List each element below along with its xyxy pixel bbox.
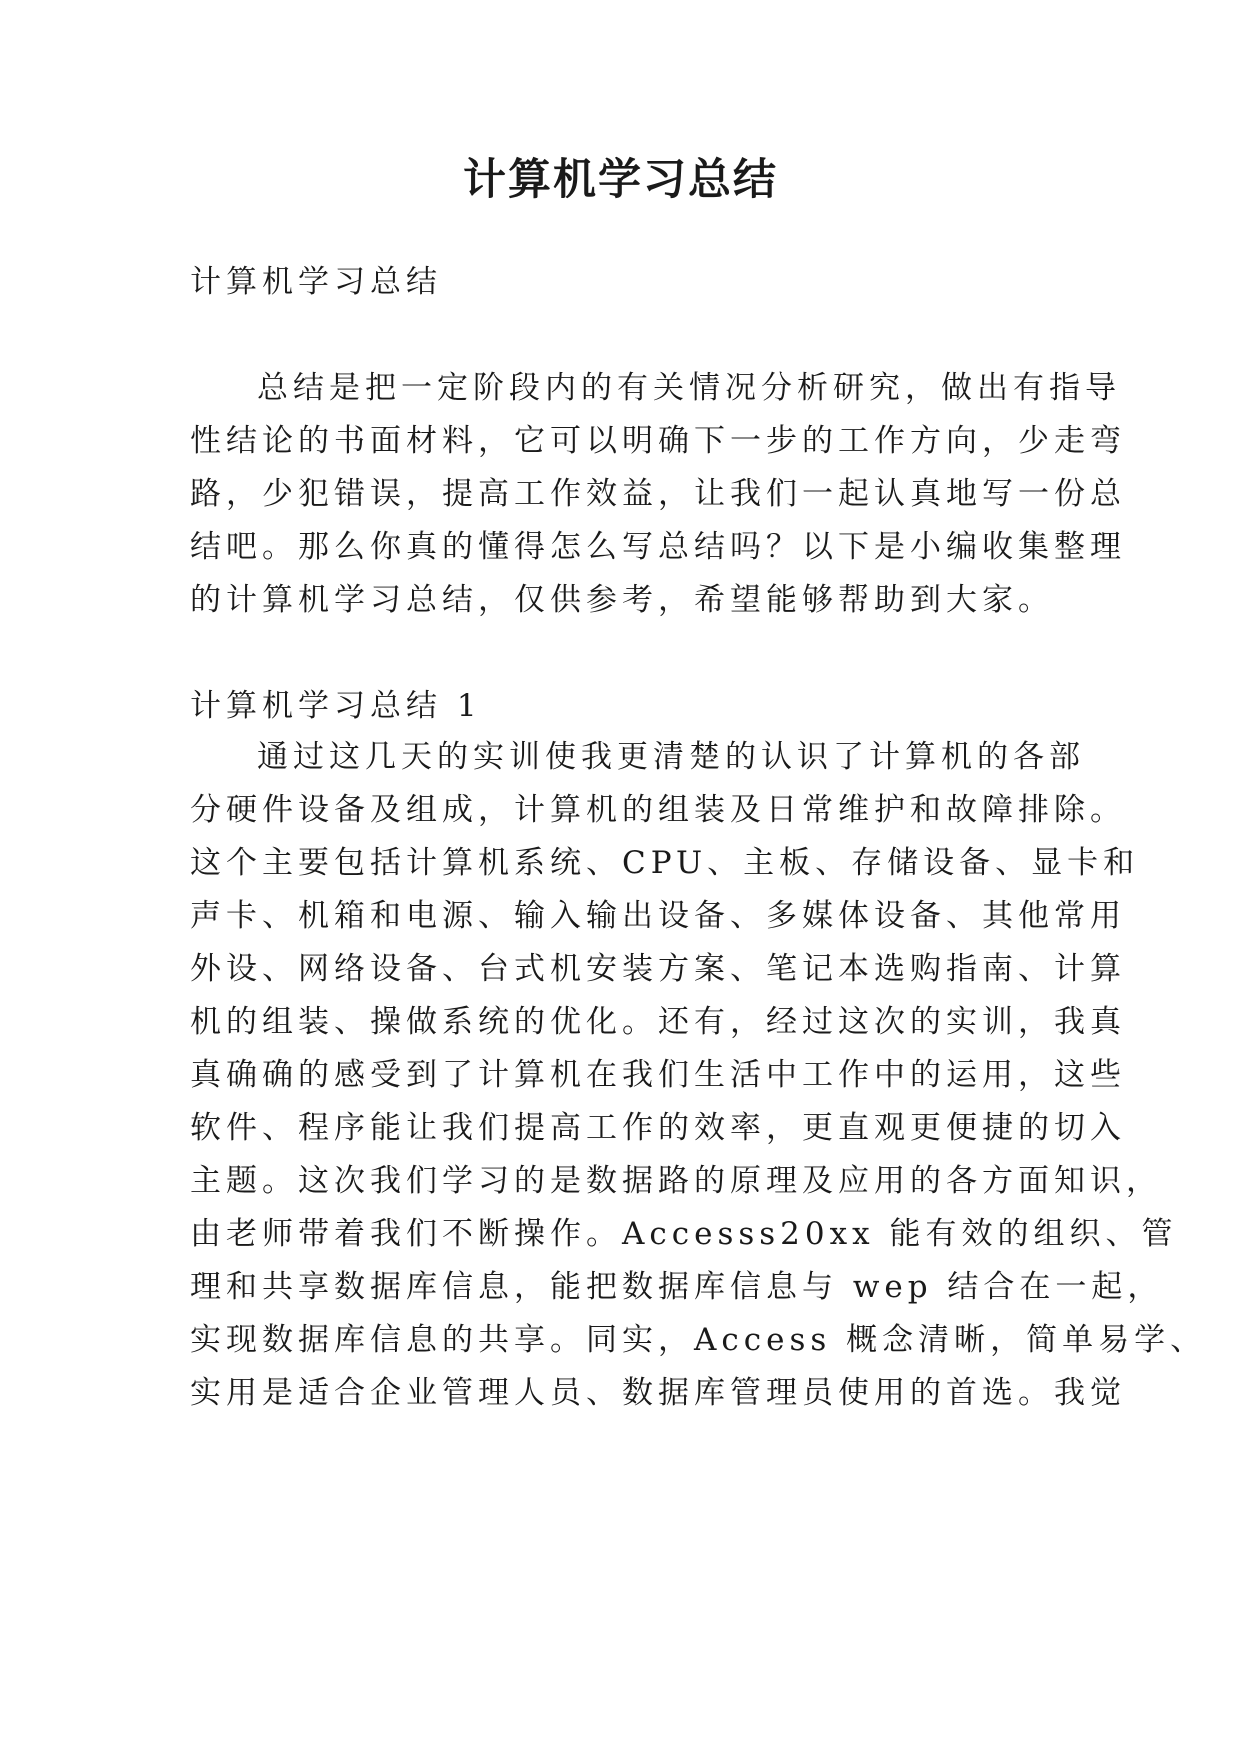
section-line: 分硬件设备及组成，计算机的组装及日常维护和故障排除。 <box>190 792 1126 828</box>
section-line: 实用是适合企业管理人员、数据库管理员使用的首选。我觉 <box>190 1375 1126 1411</box>
document-title: 计算机学习总结 <box>463 155 778 205</box>
document-subtitle: 计算机学习总结 <box>190 264 442 300</box>
section-line: 由老师带着我们不断操作。Accesss20xx 能有效的组织、管 <box>190 1216 1178 1252</box>
section-heading: 计算机学习总结 1 <box>190 688 482 724</box>
intro-line: 路，少犯错误，提高工作效益，让我们一起认真地写一份总 <box>190 476 1126 512</box>
section-line: 外设、网络设备、台式机安装方案、笔记本选购指南、计算 <box>190 951 1126 987</box>
section-line: 这个主要包括计算机系统、CPU、主板、存储设备、显卡和 <box>190 845 1140 881</box>
section-line: 实现数据库信息的共享。同实，Access 概念清晰，简单易学、 <box>190 1322 1207 1358</box>
section-line: 机的组装、操做系统的优化。还有，经过这次的实训，我真 <box>190 1004 1126 1040</box>
section-line: 通过这几天的实训使我更清楚的认识了计算机的各部 <box>257 739 1085 775</box>
intro-line: 的计算机学习总结，仅供参考，希望能够帮助到大家。 <box>190 582 1054 618</box>
intro-line: 总结是把一定阶段内的有关情况分析研究，做出有指导 <box>257 370 1121 406</box>
section-line: 声卡、机箱和电源、输入输出设备、多媒体设备、其他常用 <box>190 898 1126 934</box>
section-line: 主题。这次我们学习的是数据路的原理及应用的各方面知识， <box>190 1163 1162 1199</box>
section-line: 真确确的感受到了计算机在我们生活中工作中的运用，这些 <box>190 1057 1126 1093</box>
intro-line: 结吧。那么你真的懂得怎么写总结吗？以下是小编收集整理 <box>190 529 1126 565</box>
intro-line: 性结论的书面材料，它可以明确下一步的工作方向，少走弯 <box>190 423 1126 459</box>
section-line: 理和共享数据库信息，能把数据库信息与 wep 结合在一起， <box>190 1269 1164 1305</box>
section-line: 软件、程序能让我们提高工作的效率，更直观更便捷的切入 <box>190 1110 1126 1146</box>
